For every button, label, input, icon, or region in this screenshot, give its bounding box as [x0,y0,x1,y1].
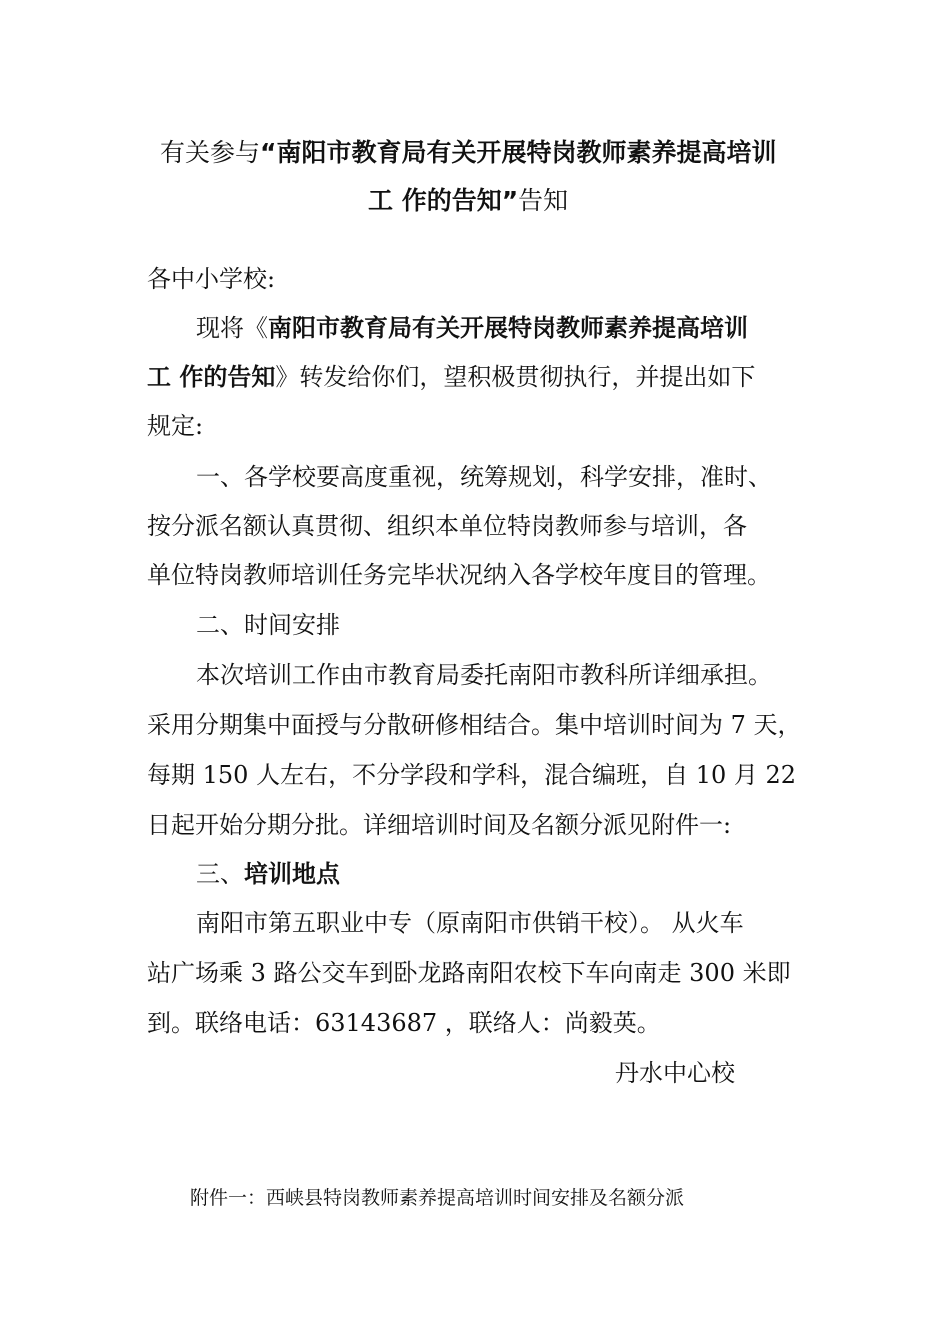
section3-heading [196,859,340,889]
intro-line-2 [147,362,755,392]
title-bold-2: 工 作的告知” [368,186,519,215]
intro-bold-2: 工 作的告知 [147,363,276,391]
section2-line-1: 本次培训工作由市教育局委托南阳市教科所详细承担。 [196,661,772,689]
section1-line-2: 按分派名额认真贯彻、组织本单位特岗教师参与培训，各 [147,512,747,540]
section3-line-3: 到。联络电话：63143687 ，联络人：尚毅英。 [147,1009,661,1037]
signature: 丹水中心校 [615,1059,735,1087]
title-suffix: 告知 [518,186,569,215]
salutation: 各中小学校: [147,265,276,293]
intro-line-3: 规定: [147,412,204,440]
section2-line-3: 每期 150 人左右，不分学段和学科，混合编班，自 10 月 22 [147,761,797,789]
intro-prefix: 现将《 [196,314,268,342]
intro-bold-1: 南阳市教育局有关开展特岗教师素养提高培训 [268,314,748,342]
section2-heading: 二、时间安排 [196,611,340,639]
title-bold-1: “南阳市教育局有关开展特岗教师素养提高培训 [260,138,777,167]
section3-line-2: 站广场乘 3 路公交车到卧龙路南阳农校下车向南走 300 米即 [147,959,791,987]
section1-line-3: 单位特岗教师培训任务完毕状况纳入各学校年度目的管理。 [147,561,771,589]
intro-suffix: 》转发给你们，望积极贯彻执行，并提出如下 [275,363,756,391]
intro-line-1 [196,313,748,343]
section3-heading-prefix: 三、 [196,860,244,888]
section2-line-2: 采用分期集中面授与分散研修相结合。集中培训时间为 7 天， [147,711,802,739]
title-line-2 [368,186,568,216]
section1-line-1: 一、各学校要高度重视，统筹规划，科学安排，准时、 [196,463,772,491]
section3-line-1: 南阳市第五职业中专（原南阳市供销干校）。 从火车 [196,909,744,937]
section3-heading-bold: 培训地点 [244,860,340,888]
title-line-1 [160,138,776,168]
section2-line-4: 日起开始分期分批。详细培训时间及名额分派见附件一: [147,811,732,839]
title-prefix: 有关参与 [160,138,261,167]
attachment-note: 附件一：西峡县特岗教师素养提高培训时间安排及名额分派 [190,1187,685,1209]
